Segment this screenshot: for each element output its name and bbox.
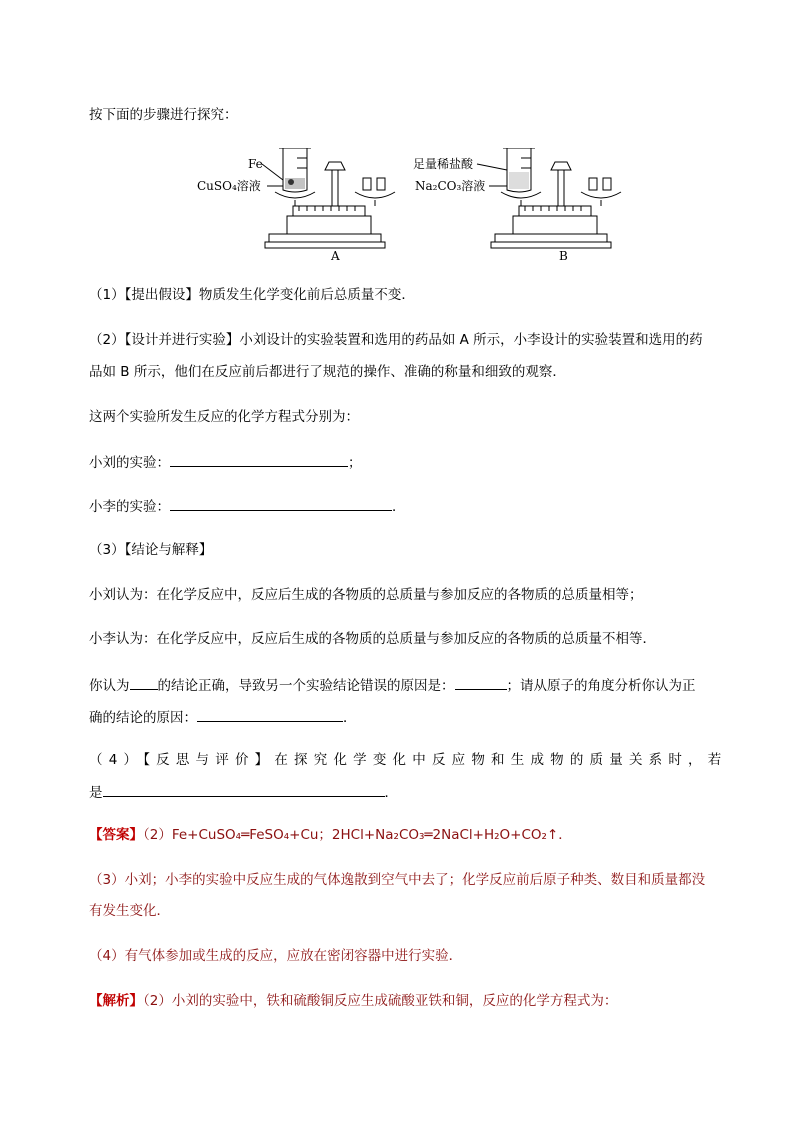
your-view-end: ． — [343, 710, 357, 726]
explanation-tag: 【解析】 — [89, 993, 143, 1009]
balance-b — [477, 148, 621, 248]
li-view: 小李认为：在化学反应中，反应后生成的各物质的总质量与参加反应的各物质的总质量不相等． — [89, 631, 656, 647]
q2-line3: 这两个实验所发生反应的化学方程式分别为： — [89, 409, 359, 425]
answer-q3-line1: （3）小刘；小李的实验中反应生成的气体逸散到空气中去了；化学反应前后原子种类、数目和质量都没 — [89, 872, 706, 888]
q2-line2: 品如 B 所示，他们在反应前后都进行了规范的操作、准确的称量和细致的观察． — [89, 364, 566, 380]
liu-experiment-label: 小刘的实验： — [89, 455, 170, 471]
q4-prefix: 是 — [89, 785, 103, 801]
answer-q3-line2: 有发生变化． — [89, 903, 170, 919]
liu-experiment-line — [89, 452, 362, 472]
answer-line1 — [89, 826, 572, 844]
caption-a: A — [331, 249, 340, 263]
balance-figure — [195, 148, 625, 266]
caption-b: B — [559, 249, 568, 263]
q3-heading: （3）【结论与解释】 — [89, 542, 213, 558]
correct-person-blank[interactable] — [130, 675, 158, 690]
li-end: ． — [392, 499, 406, 515]
error-reason-blank[interactable] — [455, 675, 507, 690]
liu-end: ； — [348, 455, 362, 471]
answer-equations: （2）Fe+CuSO₄═FeSO₄+Cu；2HCl+Na₂CO₃═2NaCl+H₂O+CO₂↑． — [143, 827, 572, 843]
li-equation-blank[interactable] — [170, 496, 392, 511]
q4-end: ． — [384, 785, 398, 801]
label-fe: Fe — [248, 157, 263, 171]
q4-blank[interactable] — [103, 782, 385, 797]
liu-equation-blank[interactable] — [170, 452, 348, 467]
answer-q4: （4）有气体参加或生成的反应，应放在密闭容器中进行实验． — [89, 948, 463, 964]
your-view-line2 — [89, 707, 357, 727]
li-experiment-label: 小李的实验： — [89, 499, 170, 515]
li-experiment-line — [89, 496, 406, 516]
intro-text: 按下面的步骤进行探究： — [89, 107, 238, 123]
your-view-a: 你认为 — [89, 678, 130, 694]
explanation-text: （2）小刘的实验中，铁和硫酸铜反应生成硫酸亚铁和铜，反应的化学方程式为： — [143, 993, 618, 1009]
q2-line1: （2）【设计并进行实验】小刘设计的实验装置和选用的药品如 A 所示，小李设计的实验装置和选用的药 — [89, 332, 703, 348]
explanation-line1 — [89, 992, 617, 1010]
liu-view: 小刘认为：在化学反应中，反应后生成的各物质的总质量与参加反应的各物质的总质量相等； — [89, 587, 643, 603]
your-view-b: 的结论正确，导致另一个实验结论错误的原因是： — [157, 678, 455, 694]
your-view-l2: 确的结论的原因： — [89, 710, 197, 726]
balance-a — [262, 148, 395, 248]
label-cuso4: CuSO₄溶液 — [197, 179, 261, 193]
answer-tag: 【答案】 — [89, 827, 143, 843]
q1-hypothesis: （1）【提出假设】物质发生化学变化前后总质量不变． — [89, 287, 415, 303]
label-na2co3: Na₂CO₃溶液 — [415, 179, 486, 193]
atom-reason-blank[interactable] — [197, 707, 343, 722]
your-view-line1 — [89, 675, 696, 695]
your-view-c: ；请从原子的角度分析你认为正 — [506, 678, 696, 694]
q4-line1: （4）【反思与评价】在探究化学变化中反应物和生成物的质量关系时，若 — [89, 752, 728, 768]
label-hcl: 足量稀盐酸 — [413, 157, 474, 171]
q4-line2 — [89, 782, 398, 802]
